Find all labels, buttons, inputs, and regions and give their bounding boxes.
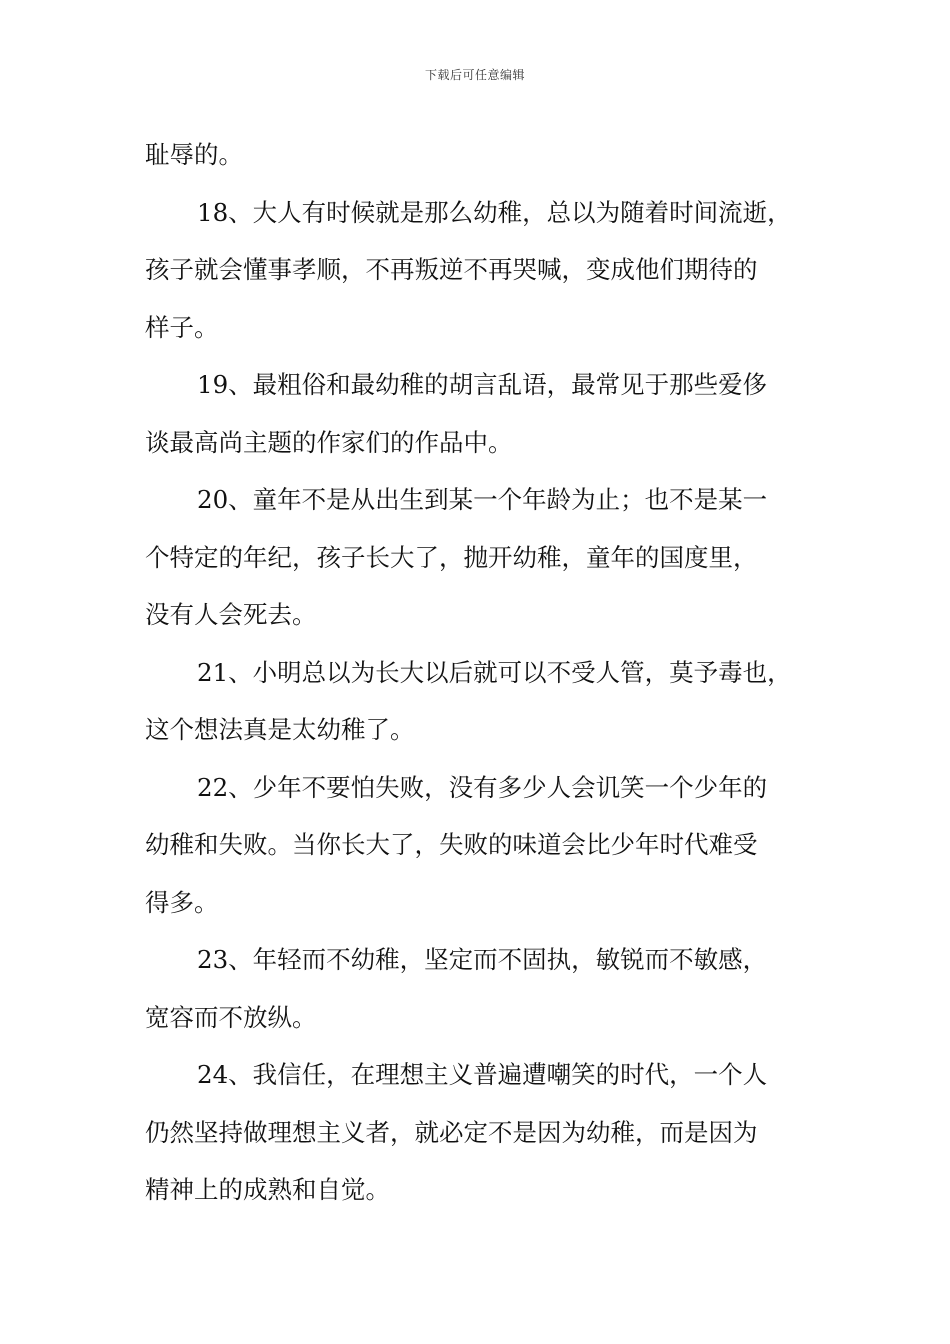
paragraph-20-line-3: 没有人会死去。 bbox=[145, 600, 317, 629]
paragraph-24-line-1: 24、我信任，在理想主义普遍遭嘲笑的时代，一个人 bbox=[197, 1060, 768, 1089]
paragraph-18-line-2: 孩子就会懂事孝顺，不再叛逆不再哭喊，变成他们期待的 bbox=[145, 255, 758, 284]
paragraph-20-line-1: 20、童年不是从出生到某一个年龄为止；也不是某一 bbox=[197, 485, 768, 514]
paragraph-19-line-2: 谈最高尚主题的作家们的作品中。 bbox=[145, 427, 513, 457]
page-header: 下载后可任意编辑 bbox=[424, 68, 525, 82]
paragraph-21-line-2: 这个想法真是太幼稚了。 bbox=[145, 715, 415, 744]
paragraph-23-line-2: 宽容而不放纵。 bbox=[145, 1002, 317, 1032]
paragraph-21-line-1: 21、小明总以为长大以后就可以不受人管，莫予毒也， bbox=[197, 657, 792, 687]
paragraph-24-line-3: 精神上的成熟和自觉。 bbox=[145, 1175, 390, 1204]
paragraph-19-line-1: 19、最粗俗和最幼稚的胡言乱语，最常见于那些爱侈 bbox=[197, 370, 768, 399]
paragraph-24-line-2: 仍然坚持做理想主义者，就必定不是因为幼稚，而是因为 bbox=[145, 1117, 758, 1147]
paragraph-20-line-2: 个特定的年纪，孩子长大了，抛开幼稚，童年的国度里， bbox=[145, 542, 758, 572]
document-body bbox=[145, 126, 835, 1219]
paragraph-22-line-1: 22、少年不要怕失败，没有多少人会讥笑一个少年的 bbox=[197, 772, 768, 802]
paragraph-22-line-2: 幼稚和失败。当你长大了，失败的味道会比少年时代难受 bbox=[145, 830, 758, 859]
paragraph-22-line-3: 得多。 bbox=[145, 887, 219, 917]
paragraph-18-line-1: 18、大人有时候就是那么幼稚，总以为随着时间流逝， bbox=[197, 197, 792, 227]
paragraph-23-line-1: 23、年轻而不幼稚，坚定而不固执，敏锐而不敏感， bbox=[197, 945, 768, 974]
paragraph-18-line-3: 样子。 bbox=[145, 312, 219, 342]
text-line: 耻辱的。 bbox=[145, 140, 243, 169]
